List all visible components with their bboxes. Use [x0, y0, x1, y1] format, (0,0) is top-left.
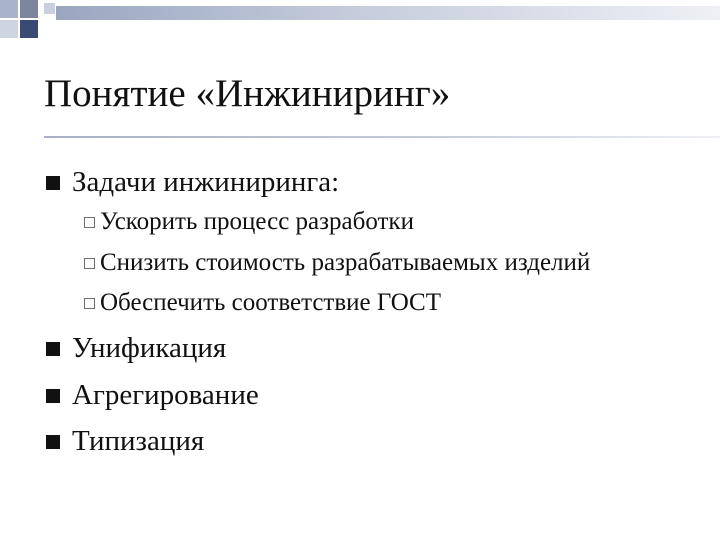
- decor-square: [20, 20, 38, 38]
- bullet-item: Агрегирование: [72, 379, 259, 411]
- bullet-item: Унификация: [72, 332, 227, 364]
- square-bullet-icon: [46, 342, 60, 356]
- checkbox-bullet-icon: [84, 298, 95, 309]
- bullet-item: Задачи инжиниринга:: [72, 166, 340, 198]
- square-bullet-icon: [46, 176, 60, 190]
- checkbox-bullet-icon: [84, 258, 95, 269]
- sub-bullet-item: Снизить стоимость разрабатываемых изделий: [100, 249, 591, 276]
- checkbox-bullet-icon: [84, 217, 95, 228]
- sub-bullet-item: Обеспечить соответствие ГОСТ: [100, 289, 442, 316]
- decor-square: [0, 20, 18, 38]
- square-bullet-icon: [46, 389, 60, 403]
- slide-title: Понятие «Инжиниринг»: [44, 72, 451, 115]
- decor-square: [44, 3, 55, 14]
- decor-square: [0, 0, 18, 18]
- header-gradient-bar: [56, 6, 720, 20]
- square-bullet-icon: [46, 435, 60, 449]
- sub-bullet-item: Ускорить процесс разработки: [100, 208, 414, 235]
- decor-square: [20, 0, 38, 18]
- bullet-item: Типизация: [72, 425, 205, 457]
- title-divider: [44, 136, 720, 138]
